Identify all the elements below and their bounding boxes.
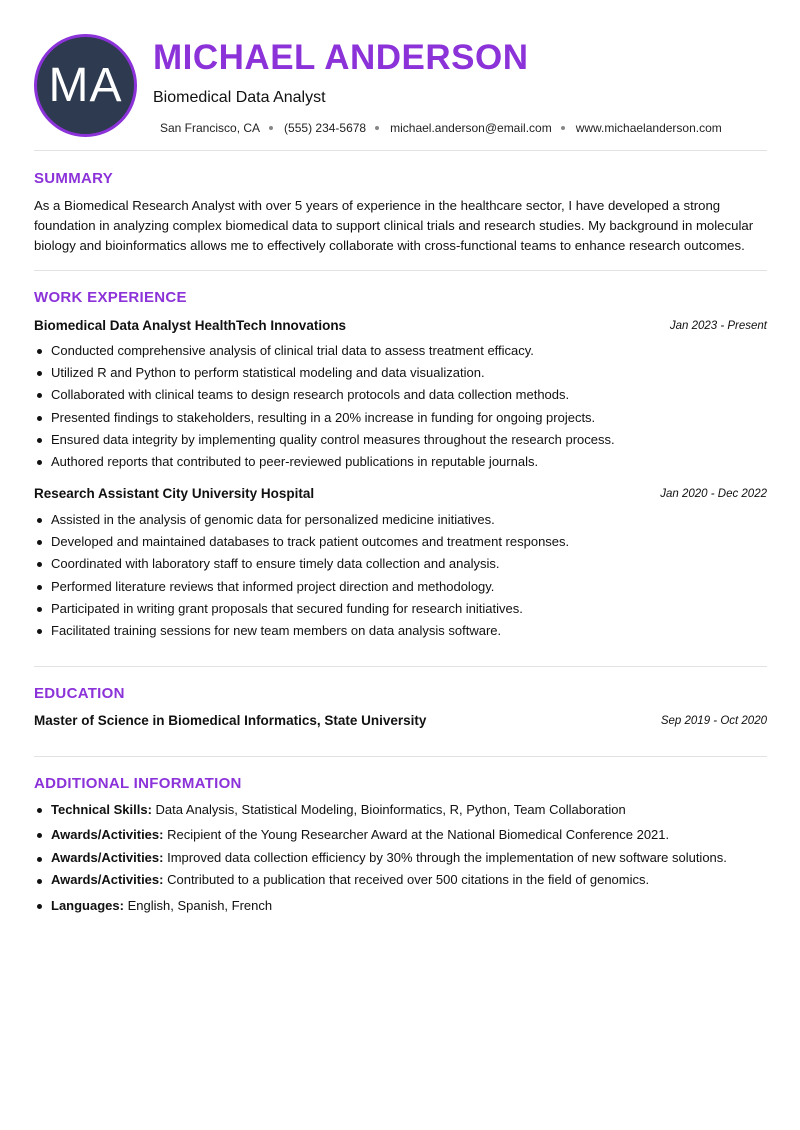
degree: Master of Science in Biomedical Informatics, State University [34,713,427,728]
education-title: EDUCATION [34,685,125,702]
contact-line [160,121,722,135]
job-header [34,318,767,338]
list-item: Performed literature reviews that informed project direction and methodology. [34,576,770,598]
job-title: Biomedical Data Analyst HealthTech Innovations [34,318,347,333]
work-experience-title: WORK EXPERIENCE [34,289,187,306]
divider [34,270,767,271]
divider [34,756,767,757]
job-role: Biomedical Data Analyst [153,89,326,106]
resume-header [0,0,800,150]
list-item: Collaborated with clinical teams to design research protocols and data collection methods. [34,384,770,406]
item-label: Technical Skills: [51,802,152,817]
item-text: English, Spanish, French [127,898,273,913]
job-dates: Jan 2020 - Dec 2022 [660,488,767,500]
item-text: Data Analysis, Statistical Modeling, Bioinformatics, R, Python, Team Collaboration [155,802,626,817]
list-item [34,823,770,847]
list-item: Participated in writing grant proposals that secured funding for research initiatives. [34,598,770,620]
list-item: Conducted comprehensive analysis of clinical trial data to assess treatment efficacy. [34,340,770,362]
avatar: MA [34,34,137,137]
education-entry [34,713,767,733]
list-item: Ensured data integrity by implementing quality control measures throughout the research process. [34,429,770,451]
list-item [34,798,770,822]
list-item [34,869,770,891]
contact-phone: (555) 234-5678 [284,121,367,135]
item-label: Awards/Activities: [51,850,164,865]
separator-dot [375,126,379,130]
contact-email[interactable]: michael.anderson@email.com [390,121,552,135]
list-item: Authored reports that contributed to peer-reviewed publications in reputable journals. [34,451,770,473]
divider [34,150,767,151]
item-label: Awards/Activities: [51,872,164,887]
job-bullets [34,340,770,473]
list-item: Coordinated with laboratory staff to ensure timely data collection and analysis. [34,553,770,575]
additional-info-list [34,798,770,918]
job-title: Research Assistant City University Hospital [34,486,315,501]
candidate-name: MICHAEL ANDERSON [153,38,529,77]
item-text: Recipient of the Young Researcher Award at the National Biomedical Conference 2021. [167,827,670,842]
item-label: Languages: [51,898,124,913]
contact-website[interactable]: www.michaelanderson.com [575,121,722,135]
separator-dot [269,126,273,130]
list-item [34,847,770,869]
contact-location: San Francisco, CA [160,121,261,135]
list-item: Utilized R and Python to perform statistical modeling and data visualization. [34,362,770,384]
list-item [34,894,770,918]
item-text: Contributed to a publication that received over 500 citations in the field of genomics. [167,872,650,887]
job-bullets [34,509,770,642]
list-item: Developed and maintained databases to track patient outcomes and treatment responses. [34,531,770,553]
education-dates: Sep 2019 - Oct 2020 [660,715,767,727]
list-item: Assisted in the analysis of genomic data for personalized medicine initiatives. [34,509,770,531]
item-text: Improved data collection efficiency by 30% through the implementation of new software solutions. [167,850,727,865]
job-header [34,486,767,506]
additional-info-title: ADDITIONAL INFORMATION [34,775,242,792]
job-dates: Jan 2023 - Present [669,320,767,332]
item-label: Awards/Activities: [51,827,164,842]
list-item: Facilitated training sessions for new team members on data analysis software. [34,620,770,642]
divider [34,666,767,667]
separator-dot [561,126,565,130]
summary-title: SUMMARY [34,170,114,187]
list-item: Presented findings to stakeholders, resulting in a 20% increase in funding for ongoing projects. [34,407,770,429]
summary-text: As a Biomedical Research Analyst with over 5 years of experience in the healthcare sector, I have developed a strong foundation in analyzing complex biomedical data to support clinical trials and research studies. My background in molecular biology and bioinformatics allows me to effectively collaborate with cross-functional teams to enhance research outcomes. [34,198,754,253]
